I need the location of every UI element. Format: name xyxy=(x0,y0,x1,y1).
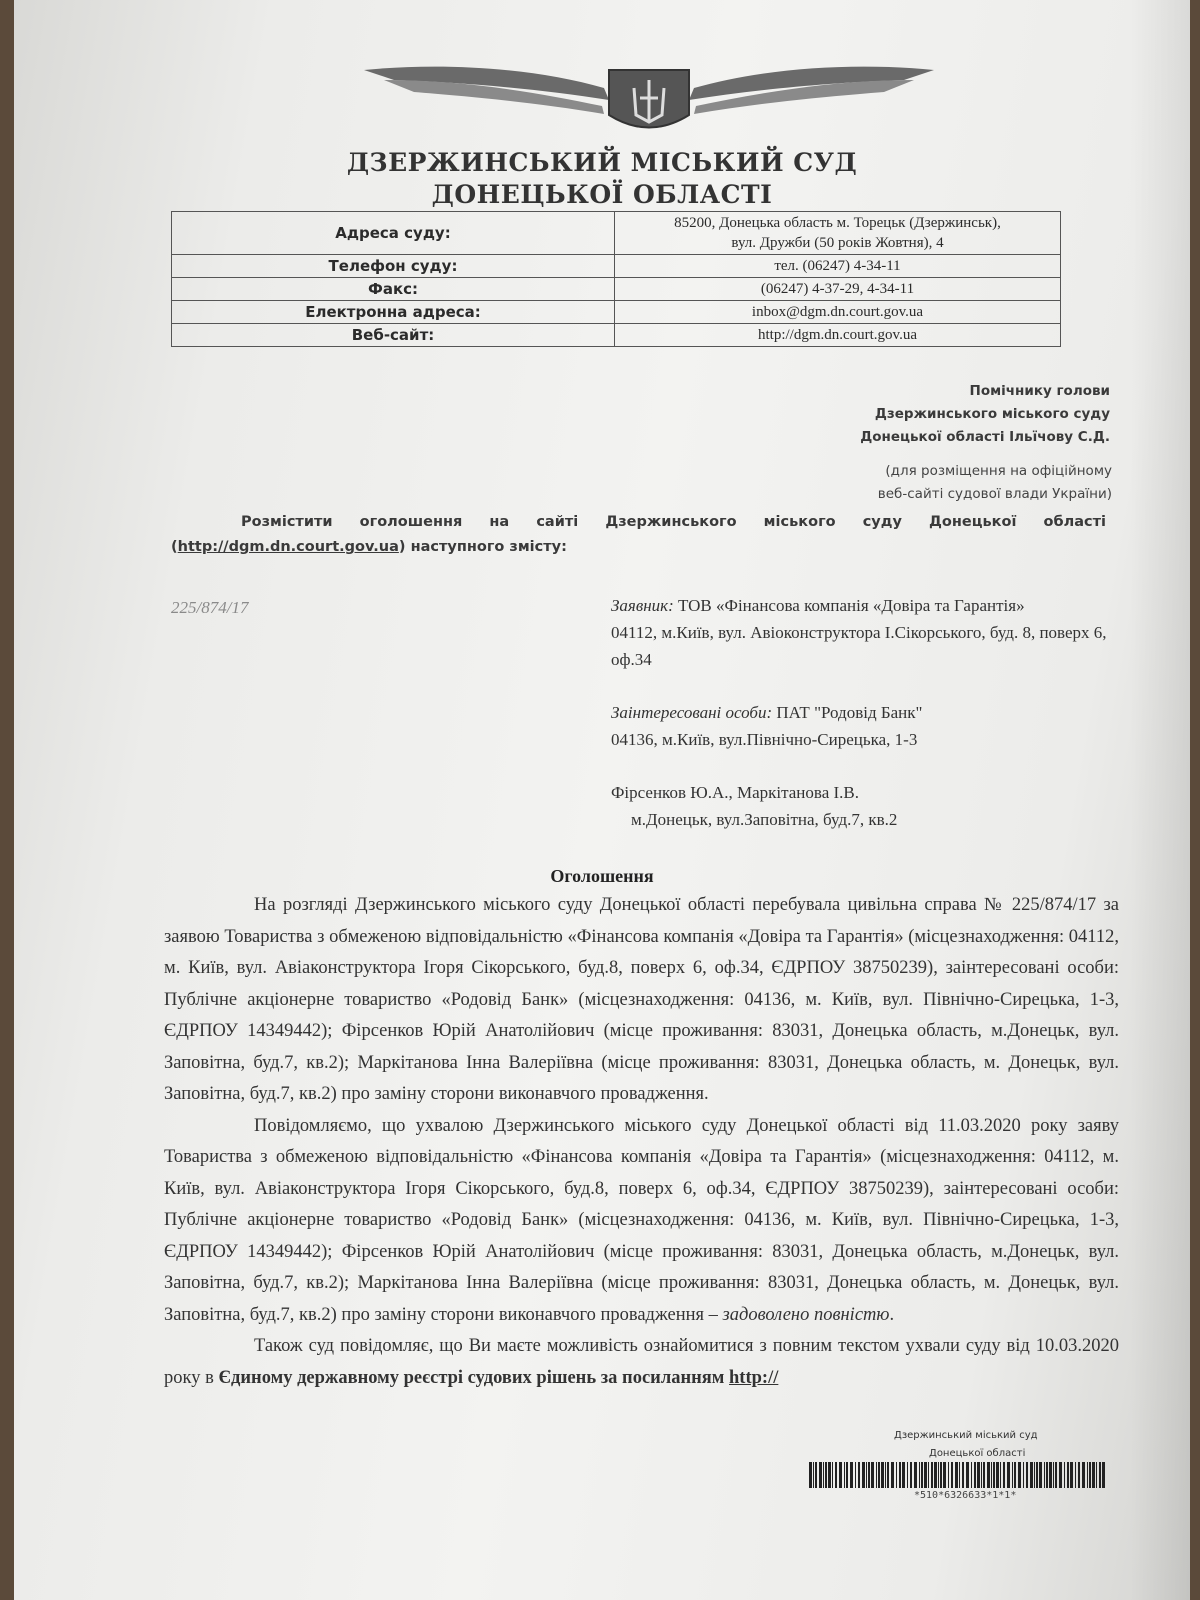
barcode-bar xyxy=(931,1462,933,1488)
barcode-bar xyxy=(977,1462,980,1488)
barcode-bar xyxy=(1053,1462,1054,1488)
table-row xyxy=(172,301,1061,324)
barcode-bar xyxy=(1044,1462,1045,1488)
stamp-line2: Донецької області xyxy=(929,1448,1026,1459)
barcode-bar xyxy=(850,1462,853,1488)
barcode-bar xyxy=(993,1462,995,1488)
stamp-line1: Дзержинський міський суд xyxy=(894,1430,1038,1441)
barcode-bar xyxy=(943,1462,946,1488)
barcode-bar xyxy=(846,1462,848,1488)
paragraph-2-end: . xyxy=(889,1304,895,1325)
barcode-bar xyxy=(928,1462,929,1488)
barcode-bar xyxy=(809,1462,812,1488)
court-name-line2: ДОНЕЦЬКОЇ ОБЛАСТІ xyxy=(431,180,773,209)
barcode-bar xyxy=(1003,1462,1005,1488)
address-value-line2: вул. Дружби (50 років Жовтня), 4 xyxy=(731,235,944,251)
fax-value: (06247) 4-37-29, 4-34-11 xyxy=(615,278,1061,301)
paragraph-2-result: задоволено повністю xyxy=(722,1304,890,1325)
table-row xyxy=(172,278,1061,301)
barcode-bar xyxy=(1046,1462,1048,1488)
applicant-name: ТОВ «Фінансова компанія «Довіра та Гарантія» xyxy=(678,596,1025,615)
email-label: Електронна адреса: xyxy=(172,301,615,324)
case-number: 225/874/17 xyxy=(171,598,249,617)
barcode-bar xyxy=(815,1462,817,1488)
barcode-bar xyxy=(983,1462,985,1488)
barcode-bar xyxy=(1055,1462,1057,1488)
barcode-bar xyxy=(971,1462,972,1488)
barcode-bar xyxy=(902,1462,905,1488)
barcode-bar xyxy=(1018,1462,1021,1488)
barcode-bar xyxy=(881,1462,884,1488)
barcode-bar xyxy=(940,1462,942,1488)
note-line2: веб-сайті судової влади України) xyxy=(877,486,1112,502)
barcode-bar xyxy=(1087,1462,1088,1488)
barcode-bar xyxy=(871,1462,874,1488)
barcode-bar xyxy=(987,1462,990,1488)
barcode-number: *510*6326633*1*1* xyxy=(914,1490,1017,1501)
barcode-bar xyxy=(996,1462,999,1488)
barcode-bar xyxy=(1092,1462,1095,1488)
applicant-label: Заявник: xyxy=(611,596,674,615)
barcode-bar xyxy=(1049,1462,1052,1488)
barcode-bar xyxy=(825,1462,827,1488)
fax-label: Факс: xyxy=(172,278,615,301)
email-value: inbox@dgm.dn.court.gov.ua xyxy=(615,301,1061,324)
barcode-bar xyxy=(899,1462,901,1488)
barcode-bar xyxy=(878,1462,880,1488)
barcode-bar xyxy=(959,1462,960,1488)
registry-reference: Єдиному державному реєстрі судових рішень за посиланням xyxy=(218,1367,725,1388)
persons-block xyxy=(611,779,1111,833)
barcode-bar xyxy=(981,1462,982,1488)
barcode-bar xyxy=(910,1462,912,1488)
table-row xyxy=(172,212,1061,255)
barcode-bar xyxy=(1059,1462,1062,1488)
addressee-line1: Помічнику голови xyxy=(969,383,1110,399)
barcode-bar xyxy=(813,1462,814,1488)
coat-of-arms-emblem xyxy=(364,40,934,140)
announcement-title: Оголошення xyxy=(550,866,654,886)
barcode-bar xyxy=(835,1462,837,1488)
barcode-bar xyxy=(844,1462,845,1488)
applicant-block xyxy=(611,592,1111,673)
barcode-bar xyxy=(839,1462,842,1488)
paragraph-3-text: Також суд повідомляє, що Ви маєте можливість ознайомитися з повним текстом ухвали суду від 10.03.2020 року в xyxy=(164,1336,1119,1388)
barcode-bar xyxy=(1078,1462,1080,1488)
barcode-bar xyxy=(1000,1462,1001,1488)
barcode-bar xyxy=(1023,1462,1024,1488)
barcode-bar xyxy=(948,1462,949,1488)
barcode-bar xyxy=(934,1462,937,1488)
barcode-bar xyxy=(951,1462,953,1488)
barcode-bar xyxy=(866,1462,867,1488)
barcode-bar xyxy=(868,1462,870,1488)
barcode-bar xyxy=(924,1462,927,1488)
paragraph-2 xyxy=(164,1111,1119,1332)
barcode-bar xyxy=(855,1462,856,1488)
addressee-line2: Дзержинського міського суду xyxy=(874,406,1110,422)
registry-link: http:// xyxy=(729,1367,779,1388)
barcode-bar xyxy=(1039,1462,1042,1488)
website-label: Веб-сайт: xyxy=(172,324,615,347)
barcode-bar xyxy=(885,1462,886,1488)
barcode-bar xyxy=(966,1462,969,1488)
barcode-bar xyxy=(1030,1462,1033,1488)
barcode-bar xyxy=(832,1462,833,1488)
barcode-bar xyxy=(991,1462,992,1488)
announcement-body xyxy=(164,890,1119,1394)
barcode-bar xyxy=(1067,1462,1069,1488)
barcode-image xyxy=(809,1462,1109,1488)
court-website-link: http://dgm.dn.court.gov.ua xyxy=(177,539,399,555)
barcode-bar xyxy=(896,1462,897,1488)
barcode-bar xyxy=(938,1462,939,1488)
barcode-bar xyxy=(1070,1462,1073,1488)
address-value xyxy=(615,212,1061,255)
barcode-bar xyxy=(1099,1462,1101,1488)
barcode-bar xyxy=(955,1462,958,1488)
barcode-bar xyxy=(858,1462,860,1488)
barcode-bar xyxy=(828,1462,831,1488)
persons-address: м.Донецьк, вул.Заповітна, буд.7, кв.2 xyxy=(631,810,898,829)
document-page xyxy=(14,0,1190,1600)
barcode-bar xyxy=(1012,1462,1013,1488)
barcode-bar xyxy=(1007,1462,1010,1488)
placement-note xyxy=(878,460,1112,506)
barcode-bar xyxy=(1089,1462,1091,1488)
interested-address: 04136, м.Київ, вул.Північно-Сирецька, 1-3 xyxy=(611,730,918,749)
barcode-bar xyxy=(891,1462,894,1488)
table-row xyxy=(172,324,1061,347)
barcode-bar xyxy=(962,1462,964,1488)
barcode-bar xyxy=(921,1462,923,1488)
barcode-bar xyxy=(1036,1462,1038,1488)
paragraph-2-text: Повідомляємо, що ухвалою Дзержинського міського суду Донецької області від 11.03.2020 року заяву Товариства з обмеженою відповідальністю «Фінансова компанія «Довіра та Гарантія» (місцезнаходження: 04112, м. Київ, вул. Авіаконструктора Ігоря Сікорського, буд.8, поверх 6, оф.34, ЄДРПОУ 38750239), заінтересовані особи: Публічне акціонерне товариство «Родовід Банк» (місцезнаходження: 04136, м. Київ, вул. Північно-Сирецька, 1-3, ЄДРПОУ 14349442); Фірсенков Юрій Анатолійович (місце проживання: 83031, Донецька область, м.Донецьк, вул. Заповітна, буд.7, кв.2); Маркітанова Інна Валеріївна (місце проживання: 83031, Донецька область, м. Донецьк, вул. Заповітна, буд.7, кв.2) про заміну сторони виконавчого провадження – xyxy=(164,1115,1119,1325)
barcode-bar xyxy=(1014,1462,1016,1488)
paragraph-3 xyxy=(164,1331,1119,1394)
court-name-line1: ДЗЕРЖИНСЬКИЙ МІСЬКИЙ СУД xyxy=(346,148,858,177)
addressee-line3: Донецької області Ільїчову С.Д. xyxy=(860,429,1110,445)
barcode-bar xyxy=(1096,1462,1097,1488)
phone-label: Телефон суду: xyxy=(172,255,615,278)
table-row xyxy=(172,255,1061,278)
barcode-bar xyxy=(1026,1462,1028,1488)
barcode-bar xyxy=(862,1462,865,1488)
interested-name: ПАТ "Родовід Банк" xyxy=(776,703,923,722)
barcode-bar xyxy=(974,1462,976,1488)
website-value: http://dgm.dn.court.gov.ua xyxy=(615,324,1061,347)
address-label: Адреса суду: xyxy=(172,212,615,255)
persons-names: Фірсенков Ю.А., Маркітанова І.В. xyxy=(611,783,859,802)
intro-text: Розмістити оголошення на сайті Дзержинського міського суду Донецької області ( xyxy=(171,514,1106,555)
interested-label: Заінтересовані особи: xyxy=(611,703,773,722)
barcode-bar xyxy=(914,1462,917,1488)
barcode-bar xyxy=(907,1462,908,1488)
intro-tail: ) наступного змісту: xyxy=(398,539,567,555)
addressee-block xyxy=(860,380,1110,449)
applicant-address: 04112, м.Київ, вул. Авіоконструктора І.Сікорського, буд. 8, поверх 6, оф.34 xyxy=(611,623,1107,669)
barcode-bar xyxy=(919,1462,920,1488)
address-value-line1: 85200, Донецька область м. Торецьк (Дзержинськ), xyxy=(674,215,1001,231)
intro-paragraph xyxy=(171,510,1106,560)
barcode-bar xyxy=(1082,1462,1085,1488)
barcode-bar xyxy=(876,1462,877,1488)
barcode-bar xyxy=(887,1462,889,1488)
parties-block xyxy=(611,592,1111,859)
phone-value: тел. (06247) 4-34-11 xyxy=(615,255,1061,278)
barcode-bar xyxy=(1064,1462,1065,1488)
barcode-bar xyxy=(823,1462,824,1488)
court-info-table xyxy=(171,211,1061,347)
barcode-bar xyxy=(1075,1462,1076,1488)
interested-party-block xyxy=(611,699,1111,753)
barcode-bar xyxy=(1034,1462,1035,1488)
paragraph-1: На розгляді Дзержинського міського суду Донецької області перебувала цивільна справа № 225/874/17 за заявою Товариства з обмеженою відповідальністю «Фінансова компанія «Довіра та Гарантія» (місцезнаходження: 04112, м. Київ, вул. Авіаконструктора Ігоря Сікорського, буд.8, поверх 6, оф.34, ЄДРПОУ 38750239), заінтересовані особи: Публічне акціонерне товариство «Родовід Банк» (місцезнаходження: 04136, м. Київ, вул. Північно-Сирецька, 1-3, ЄДРПОУ 14349442); Фірсенков Юрій Анатолійович (місце проживання: 83031, Донецька область, м.Донецьк, вул. Заповітна, буд.7, кв.2); Маркітанова Інна Валеріївна (місце проживання: 83031, Донецька область, м. Донецьк, вул. Заповітна, буд.7, кв.2) про заміну сторони виконавчого провадження. xyxy=(164,895,1119,1104)
note-line1: (для розміщення на офіційному xyxy=(885,463,1112,479)
barcode-bar xyxy=(819,1462,822,1488)
barcode-bar xyxy=(1102,1462,1105,1488)
